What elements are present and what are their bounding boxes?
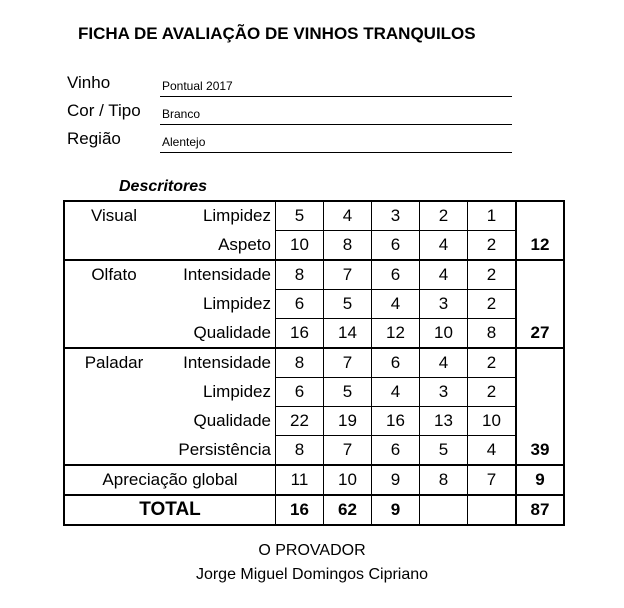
score-cell: 10 — [276, 231, 324, 261]
score-cell: 3 — [420, 378, 468, 407]
field-value-cor-tipo: Branco — [162, 107, 201, 121]
score-cell: 5 — [324, 378, 372, 407]
total-cell — [516, 201, 564, 231]
table-row — [64, 465, 564, 495]
table-row — [64, 260, 564, 290]
score-cell: 4 — [420, 260, 468, 290]
table-row — [64, 290, 564, 319]
score-cell: 8 — [420, 465, 468, 495]
score-cell: 19 — [324, 407, 372, 436]
total-value-cell: 62 — [324, 495, 372, 525]
group-total-olfato: 27 — [516, 319, 564, 349]
table-row — [64, 378, 564, 407]
score-cell: 22 — [276, 407, 324, 436]
score-cell: 2 — [468, 231, 517, 261]
empty-cell — [64, 436, 163, 466]
descriptor-label: Persistência — [163, 436, 276, 466]
total-cell — [516, 378, 564, 407]
descriptor-label: Qualidade — [193, 411, 271, 430]
score-cell: 8 — [276, 348, 324, 378]
score-cell: 12 — [372, 319, 420, 349]
score-cell: 10 — [324, 465, 372, 495]
table-row — [64, 319, 564, 349]
score-cell: 4 — [372, 378, 420, 407]
descriptor-label: Intensidade — [163, 348, 276, 378]
score-cell: 8 — [324, 231, 372, 261]
footer-name: Jorge Miguel Domingos Cipriano — [195, 566, 429, 583]
table-row — [64, 495, 564, 525]
empty-cell — [64, 319, 163, 349]
field-label-vinho: Vinho — [67, 73, 111, 92]
score-cell: 4 — [420, 231, 468, 261]
apreciacao-label: Apreciação global — [64, 465, 276, 495]
descritores-heading: Descritores — [119, 178, 208, 195]
score-cell: 2 — [468, 260, 517, 290]
total-cell — [516, 290, 564, 319]
empty-cell — [64, 231, 163, 261]
descriptor-label: Qualidade — [163, 319, 276, 349]
field-label-cor-tipo: Cor / Tipo — [67, 101, 141, 120]
score-cell: 4 — [468, 436, 517, 466]
group-total-visual: 12 — [516, 231, 564, 261]
score-cell: 6 — [276, 290, 324, 319]
score-cell: 7 — [324, 436, 372, 466]
table-row — [64, 348, 564, 378]
group-total-paladar: 39 — [516, 436, 564, 466]
score-cell: 5 — [420, 436, 468, 466]
empty-cell — [64, 290, 163, 319]
field-underline — [160, 96, 512, 97]
group-label-visual: Visual — [64, 201, 163, 231]
table-row — [64, 407, 564, 436]
descriptor-label: Limpidez — [202, 382, 271, 401]
score-cell: 7 — [324, 260, 372, 290]
score-cell: 7 — [324, 348, 372, 378]
descriptor-label: Intensidade — [163, 260, 276, 290]
table-row — [64, 436, 564, 466]
score-cell: 6 — [372, 348, 420, 378]
group-label-paladar: Paladar — [64, 348, 163, 378]
table-row — [64, 201, 564, 231]
score-cell: 10 — [468, 407, 517, 436]
total-cell — [516, 348, 564, 378]
evaluation-table — [63, 200, 565, 526]
score-cell: 16 — [372, 407, 420, 436]
score-cell: 3 — [420, 290, 468, 319]
total-value-cell — [420, 495, 468, 525]
descriptor-label: Limpidez — [163, 201, 276, 231]
score-cell: 2 — [468, 348, 517, 378]
score-cell: 11 — [276, 465, 324, 495]
score-cell: 8 — [276, 436, 324, 466]
descriptor-label: Limpidez — [202, 294, 271, 313]
score-cell: 6 — [372, 436, 420, 466]
score-cell: 16 — [276, 319, 324, 349]
field-value-vinho: Pontual 2017 — [162, 79, 233, 93]
score-cell: 3 — [372, 201, 420, 231]
group-label-olfato: Olfato — [64, 260, 163, 290]
score-cell: 7 — [468, 465, 517, 495]
score-cell: 6 — [276, 378, 324, 407]
score-cell: 4 — [420, 348, 468, 378]
score-cell: 5 — [276, 201, 324, 231]
grand-total: 87 — [516, 495, 564, 525]
total-label: TOTAL — [64, 495, 276, 525]
score-cell: 4 — [372, 290, 420, 319]
score-cell: 6 — [372, 260, 420, 290]
score-cell: 2 — [468, 378, 517, 407]
table-row — [64, 231, 564, 261]
descriptor-label: Aspeto — [163, 231, 276, 261]
total-cell — [516, 407, 564, 436]
footer-role: O PROVADOR — [258, 542, 366, 559]
group-total-apreciacao: 9 — [516, 465, 564, 495]
score-cell: 9 — [372, 465, 420, 495]
score-cell: 5 — [324, 290, 372, 319]
total-value-cell — [468, 495, 517, 525]
total-value-cell: 9 — [372, 495, 420, 525]
field-label-regiao: Região — [67, 129, 121, 148]
field-value-regiao: Alentejo — [162, 135, 206, 149]
empty-cell — [64, 407, 163, 436]
score-cell: 2 — [468, 290, 517, 319]
score-cell: 10 — [420, 319, 468, 349]
score-cell: 13 — [420, 407, 468, 436]
empty-cell — [64, 378, 163, 407]
score-cell: 1 — [468, 201, 517, 231]
field-underline — [160, 152, 512, 153]
score-cell: 8 — [468, 319, 517, 349]
score-cell: 8 — [276, 260, 324, 290]
score-cell: 14 — [324, 319, 372, 349]
form-title: FICHA DE AVALIAÇÃO DE VINHOS TRANQUILOS — [78, 24, 476, 43]
total-cell — [516, 260, 564, 290]
total-value-cell: 16 — [276, 495, 324, 525]
field-underline — [160, 124, 512, 125]
score-cell: 4 — [324, 201, 372, 231]
score-cell: 2 — [420, 201, 468, 231]
score-cell: 6 — [372, 231, 420, 261]
